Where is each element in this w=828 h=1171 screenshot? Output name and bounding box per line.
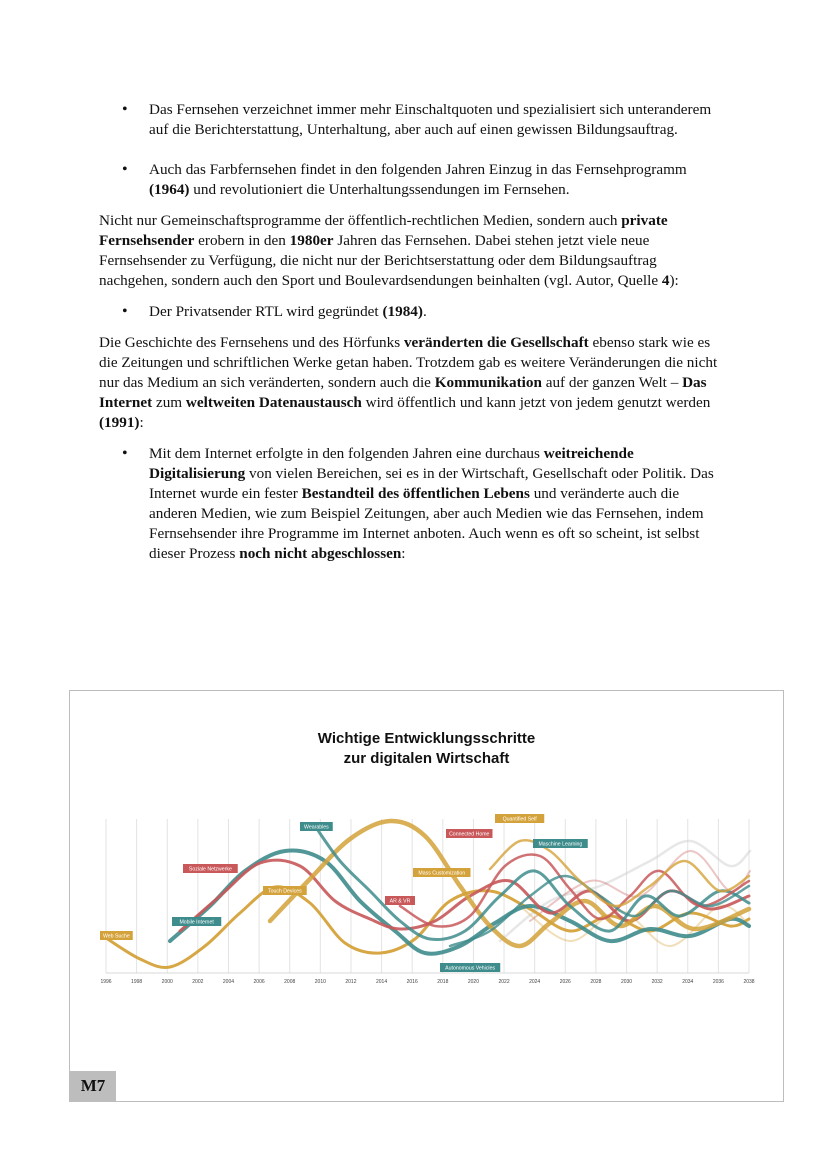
text-run: : (139, 414, 144, 431)
text-run: Auch das Farbfernsehen findet in den folgenden Jahren Einzug in das Fernsehprogramm (149, 161, 687, 178)
annotation-mass-customization (413, 868, 471, 877)
x-tick-label: 2020 (467, 979, 479, 985)
x-tick-label: 2034 (682, 979, 694, 985)
annotation-label: Soziale Netzwerke (188, 866, 232, 873)
annotation-label: Autonomous Vehicles (445, 965, 496, 972)
x-tick-label: 2032 (651, 979, 663, 985)
text-run: (1984) (382, 303, 423, 320)
annotation-label: Maschine Learning (538, 841, 583, 848)
x-tick-label: 2038 (743, 979, 755, 985)
text-run: Nicht nur Gemeinschaftsprogramme der öffentlich-rechtlichen Medien, sondern auch (99, 212, 622, 229)
annotation-label: Quantified Self (502, 816, 537, 823)
text-run: noch nicht abgeschlossen (239, 545, 402, 562)
document-body (99, 100, 729, 564)
trend-curve-yellow (270, 821, 749, 946)
text-run: Das Fernsehen verzeichnet immer mehr Einschaltquoten und spezialisiert sich unteranderem auf die Berichterstattung, Unterhaltung, aber auch auf einen gewissen Bildungsauftrag. (149, 101, 712, 138)
text-run: ebenso stark wie es die Zeitungen und schriftlichen Werke getan haben. Trotzdem gab es weitere Veränderungen die nicht nur das Medium an sich veränderten, sondern auch die (99, 334, 718, 391)
text-run: und veränderte auch die anderen Medien, wie zum Beispiel Zeitungen, aber auch Medien wie das Fernsehen, indem Fernsehsender ihre Programme im Internet anboten. Auch wenn es oft so scheint, ist selbst dieser Prozess (149, 485, 704, 562)
annotation-wearables (300, 822, 333, 831)
text-run: erobern in den (194, 232, 290, 249)
text-run: Bestandteil des öffentlichen Lebens (301, 485, 530, 502)
annotation-ar-vr (385, 896, 415, 905)
material-badge: M7 (70, 1071, 116, 1101)
annotation-label: Mobile Internet (179, 919, 214, 926)
figure-digital-economy (69, 690, 784, 1102)
text-run: und revolutioniert die Unterhaltungssendungen im Fernsehen. (189, 181, 570, 198)
annotation-label: AR & VR (389, 898, 411, 905)
trend-curve-red (400, 855, 749, 927)
annotation-connected-home (446, 829, 493, 838)
text-run: weitreichende Digitalisierung (149, 445, 634, 482)
annotation-web-suche (100, 931, 133, 940)
bullet-fernsehen-quoten (99, 100, 729, 140)
x-tick-label: 2024 (529, 979, 541, 985)
x-tick-label: 2014 (376, 979, 388, 985)
text-run: Kommunikation (434, 374, 542, 391)
annotation-quantified-self (495, 814, 544, 823)
text-run: 1980er (289, 232, 334, 249)
text-run: von vielen Bereichen, sei es in der Wirtschaft, Gesellschaft oder Politik. Das Internet wurde ein fester (149, 465, 714, 502)
x-tick-label: 2016 (406, 979, 418, 985)
text-run: private Fernsehsender (99, 212, 668, 249)
x-tick-label: 2002 (192, 979, 204, 985)
x-tick-label: 2004 (222, 979, 235, 985)
annotation-label: Touch Devices (268, 888, 302, 895)
x-tick-label: 2018 (437, 979, 449, 985)
text-run: . (422, 303, 427, 320)
text-run: Das Internet (99, 374, 707, 411)
x-tick-label: 2026 (559, 979, 571, 985)
paragraph-internet (99, 333, 729, 433)
text-run: Mit dem Internet erfolgte in den folgenden Jahren eine durchaus (149, 445, 544, 462)
annotation-maschine-learning (533, 839, 588, 848)
bullet-rtl (99, 302, 729, 322)
text-run: zum (152, 394, 186, 411)
text-run: weltweiten Datenaustausch (185, 394, 362, 411)
annotation-soziale-netzwerke (183, 864, 238, 873)
annotation-touch-devices (263, 886, 307, 895)
x-tick-label: 2028 (590, 979, 602, 985)
x-tick-label: 2036 (712, 979, 724, 985)
text-run: (1964) (149, 181, 190, 198)
text-run: Jahren das Fernsehen. Dabei stehen jetzt viele neue Fernsehsender zu Verfügung, die nicht nur der Berichtserstattung oder dem Bildungsauftrag nachgehen, sondern auch den Sport und Boulevardsendungen beinhalten (vgl. Autor, Quelle (99, 232, 662, 289)
text-run: auf der ganzen Welt – (541, 374, 683, 391)
figure-title (70, 729, 783, 769)
paragraph-private-fernsehsender (99, 211, 729, 291)
x-tick-label: 2012 (345, 979, 357, 985)
text-run: ): (669, 272, 679, 289)
x-tick-label: 1998 (131, 979, 143, 985)
annotation-label: Mass Customization (418, 870, 466, 877)
x-tick-label: 2030 (620, 979, 633, 985)
text-run: Der Privatsender RTL wird gegründet (149, 303, 383, 320)
annotation-autonomous-vehicles (440, 963, 500, 972)
x-tick-label: 2008 (284, 979, 296, 985)
text-run: 4 (661, 272, 670, 289)
annotation-label: Connected Home (449, 831, 490, 838)
x-tick-label: 2010 (314, 979, 326, 985)
x-tick-label: 1996 (100, 979, 112, 985)
x-tick-label: 2006 (253, 979, 265, 985)
annotation-label: Web Suche (103, 933, 130, 940)
text-run: veränderten die Gesellschaft (403, 334, 589, 351)
figure-title-line2: zur digitalen Wirtschaft (343, 750, 510, 767)
x-tick-label: 2022 (498, 979, 510, 985)
text-run: : (401, 545, 406, 562)
text-run: (1991) (99, 414, 140, 431)
x-tick-label: 2000 (161, 979, 173, 985)
bullet-farbfernsehen (99, 160, 729, 200)
annotation-label: Wearables (304, 824, 329, 831)
bullet-digitalisierung (99, 444, 729, 564)
text-run: wird öffentlich und kann jetzt von jedem genutzt werden (361, 394, 711, 411)
annotation-mobile-internet (172, 917, 221, 926)
figure-title-line1: Wichtige Entwicklungsschritte (317, 730, 536, 747)
text-run: Die Geschichte des Fernsehens und des Hörfunks (99, 334, 404, 351)
